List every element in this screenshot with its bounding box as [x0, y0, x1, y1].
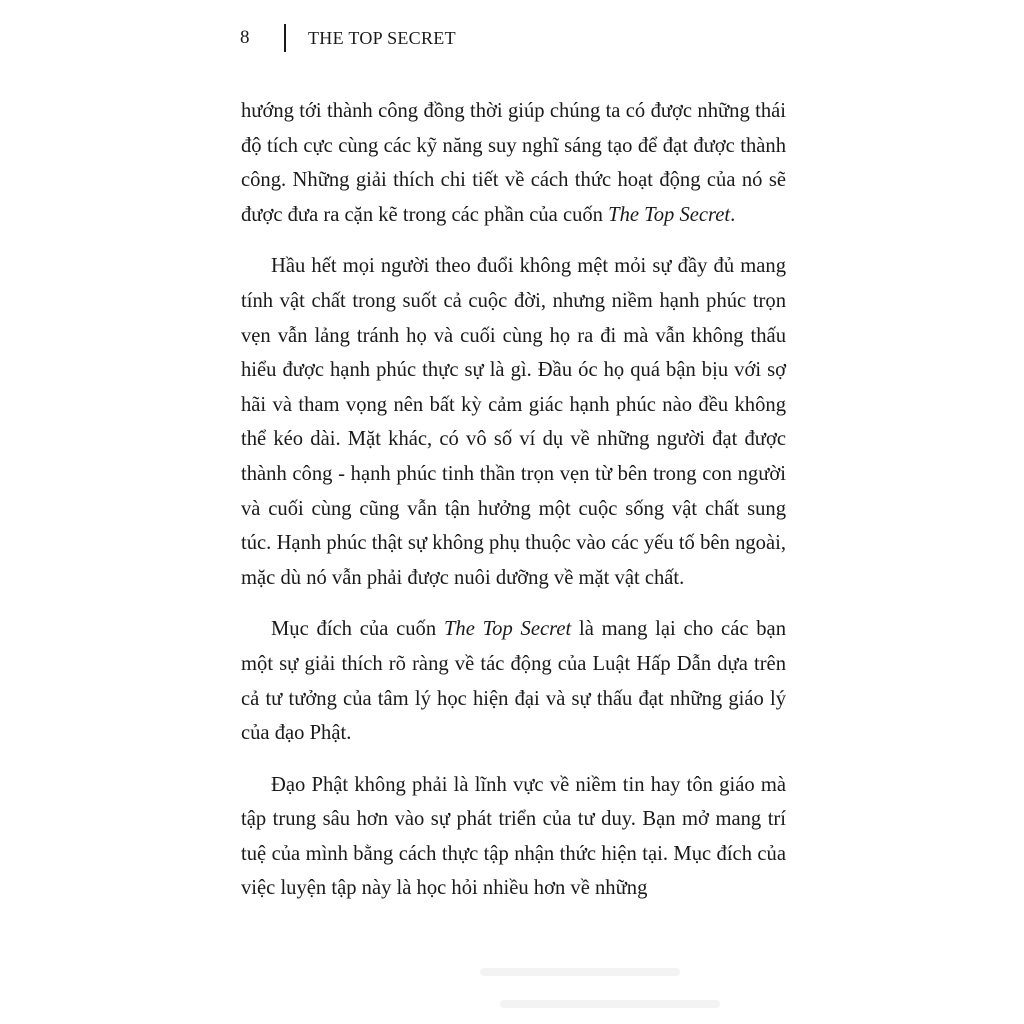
paragraph-1: [241, 94, 786, 232]
paragraph-1-book-title: The Top Secret: [608, 203, 731, 226]
book-title: THE TOP SECRET: [308, 27, 456, 48]
running-header: [240, 22, 456, 54]
scan-shadow: [480, 968, 680, 976]
body-text: [241, 94, 786, 906]
paragraph-3: [241, 612, 786, 750]
scan-shadow: [500, 1000, 720, 1008]
paragraph-3-book-title: The Top Secret: [443, 618, 572, 641]
paragraph-2: Hầu hết mọi người theo đuổi không mệt mỏi sự đầy đủ mang tính vật chất trong suốt cả cuộc đời, nhưng niềm hạnh phúc trọn vẹn vẫn lảng tránh họ và cuối cùng họ ra đi mà vẫn không thấu hiểu được hạnh phúc thực sự là gì. Đầu óc họ quá bận bịu với sợ hãi và tham vọng nên bất kỳ cảm giác hạnh phúc nào đều không thể kéo dài. Mặt khác, có vô số ví dụ về những người đạt được thành công - hạnh phúc tinh thần trọn vẹn từ bên trong con người và cuối cùng cũng vẫn tận hưởng một cuộc sống vật chất sung túc. Hạnh phúc thật sự không phụ thuộc vào các yếu tố bên ngoài, mặc dù nó vẫn phải được nuôi dưỡng về mặt vật chất.: [241, 255, 786, 589]
paragraph-3-text: là mang lại cho các bạn một sự giải thích rõ ràng về tác động của Luật Hấp Dẫn dựa trên cả tư tưởng của tâm lý học hiện đại và sự thấu đạt những giáo lý của đạo Phật.: [241, 618, 786, 745]
paragraph-1-end: .: [730, 203, 736, 226]
header-divider: [284, 24, 286, 52]
paragraph-4: Đạo Phật không phải là lĩnh vực về niềm tin hay tôn giáo mà tập trung sâu hơn vào sự phát triển của tư duy. Bạn mở mang trí tuệ của mình bằng cách thực tập nhận thức hiện tại. Mục đích của việc luyện tập này là học hỏi nhiều hơn về những: [241, 773, 786, 900]
paragraph-1-text: hướng tới thành công đồng thời giúp chúng ta có được những thái độ tích cực cùng các kỹ năng suy nghĩ sáng tạo để đạt được thành công. Những giải thích chi tiết về cách thức hoạt động của nó sẽ được đưa ra cặn kẽ trong các phần của cuốn: [241, 100, 786, 226]
paragraph-3-start: Mục đích của cuốn: [271, 618, 444, 641]
page-number: 8: [240, 27, 250, 48]
